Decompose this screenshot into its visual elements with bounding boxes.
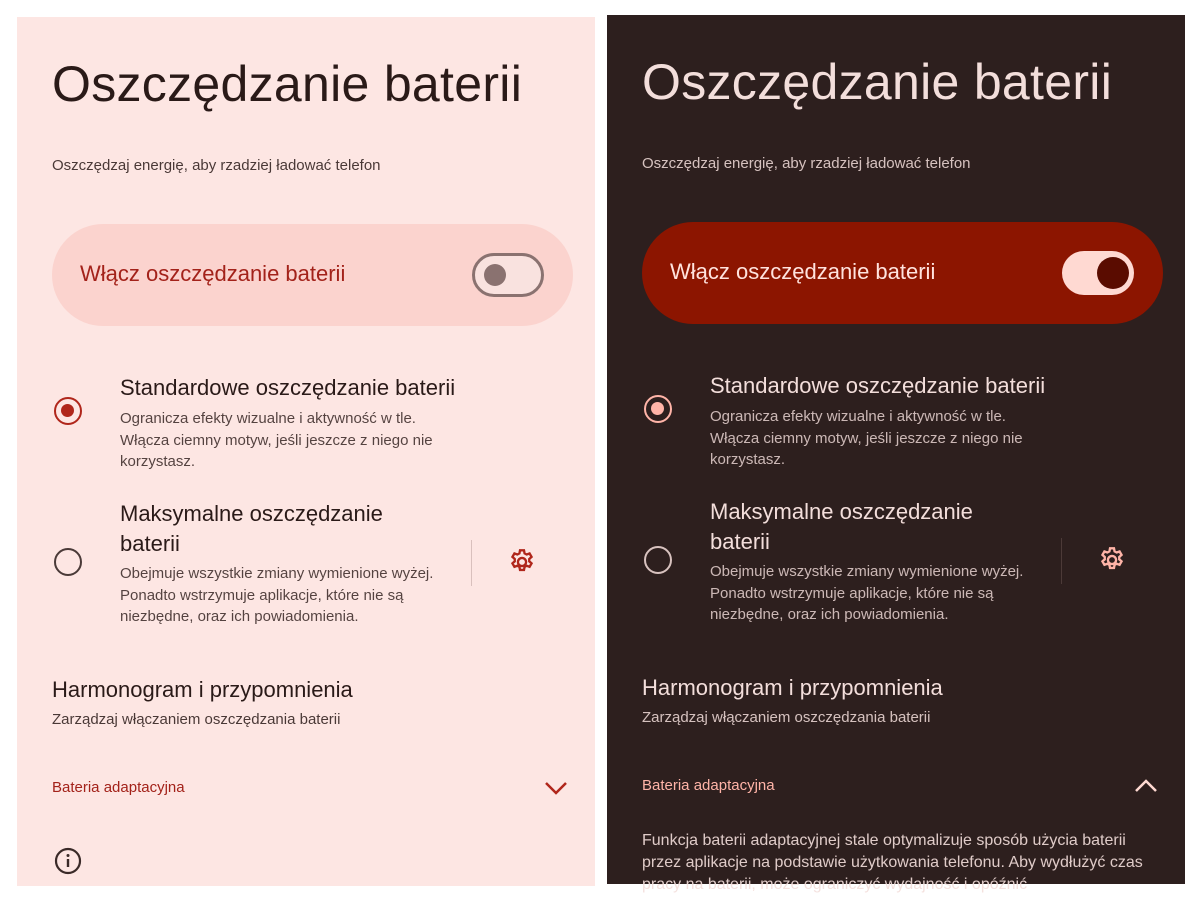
- battery-saver-toggle-card[interactable]: [642, 222, 1163, 324]
- page-subtitle: Oszczędzaj energię, aby rzadziej ładować telefon: [642, 155, 971, 172]
- dark-theme-panel: [607, 15, 1185, 893]
- standard-title: Standardowe oszczędzanie baterii: [120, 375, 456, 400]
- adaptive-battery-description: Funkcja baterii adaptacyjnej stale optymalizuje sposób użycia baterii przez aplikacje na podstawie użytkowania telefonu. Aby wydłużyć czas pracy na baterii, może ograniczyć wydajność i opóźnić: [642, 832, 1143, 893]
- page-title: Oszczędzanie baterii: [642, 54, 1113, 110]
- switch-knob: [1097, 257, 1129, 289]
- gear-icon[interactable]: [1098, 546, 1126, 574]
- page-subtitle: Oszczędzaj energię, aby rzadziej ładować telefon: [52, 157, 381, 174]
- gear-icon[interactable]: [508, 548, 536, 576]
- battery-saver-switch[interactable]: [1062, 251, 1134, 295]
- radio-dot: [651, 402, 664, 415]
- maximum-title-2: baterii: [710, 529, 770, 554]
- toggle-label: Włącz oszczędzanie baterii: [670, 259, 936, 284]
- maximum-title-2: baterii: [120, 531, 180, 556]
- maximum-desc: Obejmuje wszystkie zmiany wymienione wyżej. Ponadto wstrzymuje aplikacje, które nie są niezbędne, oraz ich powiadomienia.: [120, 565, 434, 625]
- adaptive-battery-label[interactable]: Bateria adaptacyjna: [642, 777, 775, 794]
- page-title: Oszczędzanie baterii: [52, 56, 523, 112]
- radio-dot: [61, 404, 74, 417]
- maximum-desc: Obejmuje wszystkie zmiany wymienione wyżej. Ponadto wstrzymuje aplikacje, które nie są niezbędne, oraz ich powiadomienia.: [710, 563, 1024, 623]
- battery-saver-toggle-card[interactable]: [52, 224, 573, 326]
- chevron-up-icon[interactable]: [1133, 778, 1159, 794]
- standard-radio[interactable]: [54, 397, 82, 425]
- divider: [1061, 538, 1062, 584]
- switch-knob: [484, 264, 506, 286]
- maximum-title-1: Maksymalne oszczędzanie: [710, 499, 973, 524]
- toggle-label: Włącz oszczędzanie baterii: [80, 261, 346, 286]
- schedule-title[interactable]: Harmonogram i przypomnienia: [52, 677, 353, 702]
- schedule-title[interactable]: Harmonogram i przypomnienia: [642, 675, 943, 700]
- light-theme-panel: [17, 17, 595, 886]
- maximum-title-1: Maksymalne oszczędzanie: [120, 501, 383, 526]
- standard-radio[interactable]: [644, 395, 672, 423]
- schedule-subtitle: Zarządzaj włączaniem oszczędzania baterii: [52, 711, 341, 728]
- info-icon: [54, 847, 82, 875]
- divider: [471, 540, 472, 586]
- standard-desc: Ogranicza efekty wizualne i aktywność w tle. Włącza ciemny motyw, jeśli jeszcze z niego nie korzystasz.: [710, 408, 1023, 468]
- battery-saver-switch[interactable]: [472, 253, 544, 297]
- maximum-radio[interactable]: [644, 546, 672, 574]
- standard-title: Standardowe oszczędzanie baterii: [710, 373, 1046, 398]
- schedule-subtitle: Zarządzaj włączaniem oszczędzania baterii: [642, 709, 931, 726]
- chevron-down-icon[interactable]: [543, 780, 569, 796]
- maximum-radio[interactable]: [54, 548, 82, 576]
- adaptive-battery-label[interactable]: Bateria adaptacyjna: [52, 779, 185, 796]
- standard-desc: Ogranicza efekty wizualne i aktywność w tle. Włącza ciemny motyw, jeśli jeszcze z niego nie korzystasz.: [120, 410, 433, 470]
